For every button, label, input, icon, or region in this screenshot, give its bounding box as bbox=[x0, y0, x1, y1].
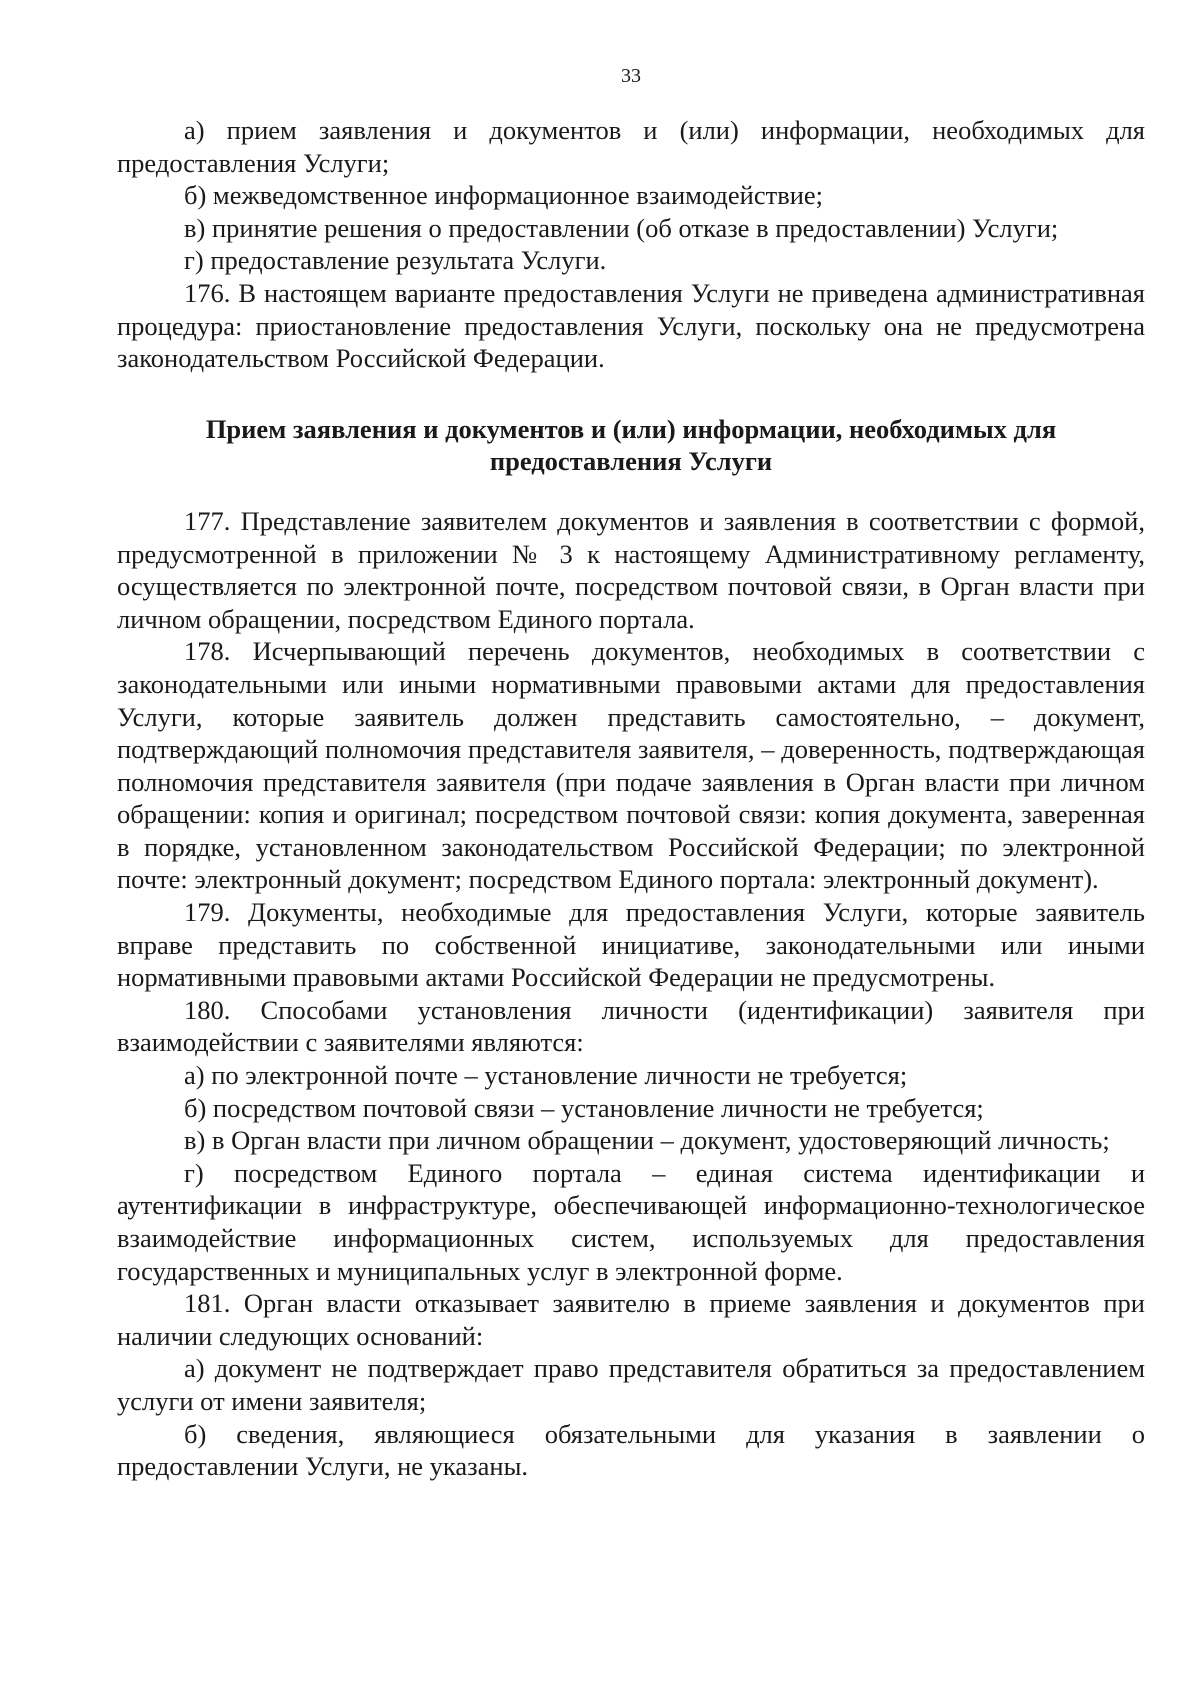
clause-180-item-c: в) в Орган власти при личном обращении – документ, удостоверяющий личность; bbox=[184, 1125, 1110, 1156]
list-item-c: в) принятие решения о предоставлении (об отказе в предоставлении) Услуги; bbox=[184, 212, 1059, 243]
clause-180-item-b: б) посредством почтовой связи – установление личности не требуется; bbox=[184, 1092, 984, 1123]
list-item-d: г) предоставление результата Услуги. bbox=[184, 245, 607, 276]
clause-180: 180. Способами установления личности (идентификации) заявителя при взаимодействии с заявителями являются: bbox=[117, 994, 1145, 1058]
clause-176: 176. В настоящем варианте предоставления Услуги не приведена административная процедура: приостановление предоставления Услуги, поскольку она не предусмотрена законодательством Российской Федерации. bbox=[117, 277, 1145, 374]
document-page bbox=[117, 64, 1145, 1483]
clause-181-item-b: б) сведения, являющиеся обязательными для указания в заявлении о предоставлении Услуги, не указаны. bbox=[117, 1418, 1145, 1482]
list-item-a: а) прием заявления и документов и (или) информации, необходимых для предоставления Услуги; bbox=[117, 115, 1145, 178]
clause-178: 178. Исчерпывающий перечень документов, необходимых в соответствии с законодательными или иными нормативными правовыми актами для предоставления Услуги, которые заявитель должен представить самостоятельно, – документ, подтверждающий полномочия представителя заявителя, – доверенность, подтверждающая полномочия представителя заявителя (при подаче заявления в Орган власти при личном обращении: копия и оригинал; посредством почтовой связи: копия документа, заверенная в порядке, установленном законодательством Российской Федерации; по электронной почте: электронный документ; посредством Единого портала: электронный документ). bbox=[117, 636, 1145, 895]
page-number: 33 bbox=[621, 65, 641, 87]
list-item-b: б) межведомственное информационное взаимодействие; bbox=[184, 180, 824, 211]
section-heading: Прием заявления и документов и (или) информации, необходимых для предоставления Услуги bbox=[205, 413, 1057, 477]
clause-181: 181. Орган власти отказывает заявителю в приеме заявления и документов при наличии следующих оснований: bbox=[117, 1288, 1145, 1351]
clause-177: 177. Представление заявителем документов и заявления в соответствии с формой, предусмотренной в приложении № 3 к настоящему Административному регламенту, осуществляется по электронной почте, посредством почтовой связи, в Орган власти при личном обращении, посредством Единого портала. bbox=[117, 505, 1145, 634]
clause-180-item-a: а) по электронной почте – установление личности не требуется; bbox=[184, 1060, 908, 1091]
clause-181-item-a: а) документ не подтверждает право представителя обратиться за предоставлением услуги от имени заявителя; bbox=[117, 1353, 1145, 1416]
clause-180-item-d: г) посредством Единого портала – единая система идентификации и аутентификации в инфраструктуре, обеспечивающей информационно-технологическое взаимодействие информационных систем, используемых для предоставления государственных и муниципальных услуг в электронной форме. bbox=[117, 1157, 1145, 1286]
clause-179: 179. Документы, необходимые для предоставления Услуги, которые заявитель вправе представить по собственной инициативе, законодательными или иными нормативными правовыми актами Российской Федерации не предусмотрены. bbox=[117, 897, 1145, 993]
